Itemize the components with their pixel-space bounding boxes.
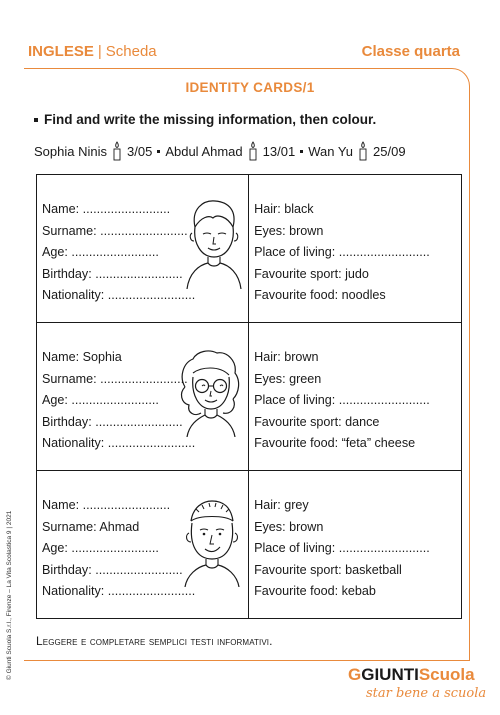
card-2-surname[interactable]: Surname: ......................... [42,371,188,386]
card-1-age[interactable]: Age: ......................... [42,245,159,259]
separator-icon [157,150,160,153]
card-1-name[interactable]: Name: ......................... [42,202,171,216]
identity-cards-table [36,174,462,619]
candle-icon [248,141,258,161]
card-2-age[interactable]: Age: ......................... [42,393,159,407]
card-2-place[interactable]: Place of living: .......................... [254,393,430,407]
page-title: IDENTITY CARDS/1 [185,80,315,95]
card-1-personal [37,175,249,323]
card-1-place[interactable]: Place of living: .......................... [254,245,430,259]
card-3-details [249,471,462,619]
subject-label: INGLESE [28,43,94,60]
card-3-nationality[interactable]: Nationality: ......................... [42,584,196,598]
card-3-personal [37,471,249,619]
card-2-hair: Hair: brown [254,350,319,364]
birthday-date-3: 25/09 [373,143,406,159]
card-row-3 [37,471,462,619]
card-3-eyes: Eyes: brown [254,519,324,534]
birthday-date-2: 13/01 [262,143,296,159]
birthday-date-1: 3/05 [127,143,153,159]
card-3-hair: Hair: grey [254,498,309,512]
footer-text: Leggere e completare semplici testi informativi. [36,634,273,648]
logo-g-icon: G [348,665,362,684]
card-1-eyes: Eyes: brown [254,223,324,238]
logo-brand2: Scuola [418,665,475,684]
boy-portrait-icon [183,197,245,289]
footer-objective [36,634,273,648]
bullet-icon [34,118,38,122]
card-2-name: Name: Sophia [42,350,122,364]
card-row-2 [37,323,462,471]
card-2-details [249,323,462,471]
girl-portrait-icon [175,347,245,437]
sheet-type: Scheda [105,43,157,60]
logo-tagline: star bene a scuola [366,686,487,701]
card-2-food: Favourite food: “feta” cheese [254,436,416,450]
card-1-birthday[interactable]: Birthday: ......................... [42,266,183,281]
card-row-1 [37,175,462,323]
card-1-hair: Hair: black [254,202,314,216]
card-1-sport: Favourite sport: judo [254,266,369,281]
logo-brand: GIUNTI [361,665,419,684]
card-3-name[interactable]: Name: ......................... [42,498,171,512]
card-2-birthday[interactable]: Birthday: ......................... [42,414,183,429]
birthday-name-1: Sophia Ninis [34,143,107,159]
card-1-nationality[interactable]: Nationality: ......................... [42,288,196,302]
card-3-sport: Favourite sport: basketball [254,562,402,577]
card-2-personal [37,323,249,471]
candle-icon [358,141,368,161]
header-divider: | [97,43,102,60]
instruction-text: Find and write the missing information, then colour. [44,112,377,127]
man-portrait-icon [179,495,245,587]
copyright-note: © Giunti Scuola S.r.l., Firenze – La Vita Scolastica 9 | 2021 [6,510,13,680]
card-1-surname[interactable]: Surname: ......................... [42,223,188,238]
card-2-nationality[interactable]: Nationality: ......................... [42,436,196,450]
card-3-birthday[interactable]: Birthday: ......................... [42,562,183,577]
birthday-name-3: Wan Yu [308,143,354,159]
header-subject [28,43,157,60]
card-1-food: Favourite food: noodles [254,288,386,302]
birthday-list [34,141,406,161]
candle-icon [112,141,122,161]
class-label: Classe quarta [361,43,460,60]
card-3-surname: Surname: Ahmad [42,519,140,534]
card-3-place[interactable]: Place of living: .......................... [254,541,430,555]
card-2-sport: Favourite sport: dance [254,414,380,429]
card-1-details [249,175,462,323]
card-2-eyes: Eyes: green [254,371,322,386]
card-3-age[interactable]: Age: ......................... [42,541,159,555]
separator-icon [300,150,303,153]
instruction [34,112,376,127]
card-3-food: Favourite food: kebab [254,584,376,598]
birthday-name-2: Abdul Ahmad [165,143,243,159]
publisher-logo [348,665,475,685]
